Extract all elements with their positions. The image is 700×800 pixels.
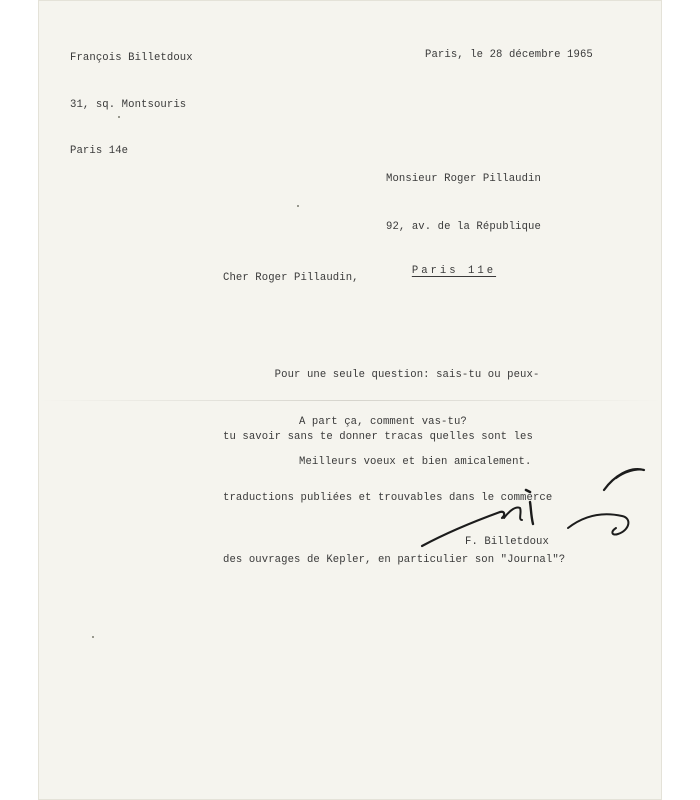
- recipient-address-block: [386, 139, 541, 295]
- sender-name: François Billetdoux: [70, 52, 193, 64]
- body-line: traductions publiées et trouvables dans le commerce: [223, 492, 553, 504]
- paper-speck: [297, 205, 299, 207]
- recipient-name: Monsieur Roger Pillaudin: [386, 173, 541, 185]
- recipient-city: Paris 11e: [411, 265, 497, 277]
- body-line: tu savoir sans te donner tracas quelles sont les: [223, 430, 533, 443]
- salutation: Cher Roger Pillaudin,: [223, 272, 359, 284]
- paper-speck: [92, 636, 94, 638]
- paper-speck: [118, 116, 120, 118]
- sender-address-block: [70, 20, 193, 191]
- letter-date: Paris, le 28 décembre 1965: [425, 49, 593, 61]
- body-question-line: A part ça, comment vas-tu?: [299, 416, 467, 428]
- body-line: des ouvrages de Kepler, en particulier son "Journal"?: [223, 553, 566, 566]
- typed-signature: F. Billetdoux: [465, 536, 549, 548]
- recipient-street: 92, av. de la République: [386, 221, 541, 233]
- body-line: Pour une seule question: sais-tu ou peux-: [223, 369, 540, 381]
- letter-sheet: [38, 0, 662, 800]
- sender-street: 31, sq. Montsouris: [70, 98, 187, 111]
- sender-city: Paris 14e: [70, 145, 129, 157]
- closing-line: Meilleurs voeux et bien amicalement.: [299, 456, 532, 468]
